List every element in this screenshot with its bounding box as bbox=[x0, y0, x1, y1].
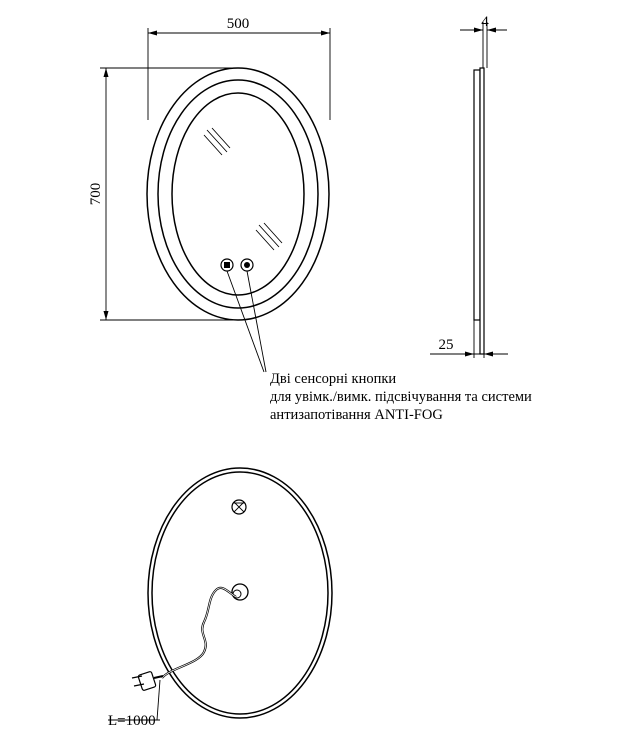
side-glass-profile bbox=[480, 68, 484, 354]
width-arrow-right bbox=[321, 31, 330, 36]
note-line-2: для увімк./вимк. підсвічування та системи bbox=[270, 389, 532, 405]
led-strip-outer bbox=[158, 80, 318, 308]
cable-entry-icon bbox=[232, 584, 248, 600]
note-line-3: антизапотівання ANTI-FOG bbox=[270, 407, 443, 423]
width-label: 500 bbox=[226, 16, 250, 32]
rear-view bbox=[108, 468, 332, 729]
cable-length-label: L=1000 bbox=[108, 713, 156, 729]
glare-marks-top bbox=[204, 128, 230, 155]
touch-buttons-note bbox=[270, 371, 532, 423]
leader-line-right bbox=[247, 271, 266, 372]
led-strip-inner bbox=[172, 93, 304, 295]
glare-marks-bottom bbox=[256, 223, 282, 250]
frame-arrow-right bbox=[484, 352, 493, 357]
side-frame-profile bbox=[474, 70, 480, 320]
cable-leader-line bbox=[157, 680, 160, 720]
frame-depth-label: 25 bbox=[438, 337, 454, 353]
touch-button-antifog[interactable] bbox=[241, 259, 253, 271]
height-arrow-bottom bbox=[104, 311, 109, 320]
power-plug-icon bbox=[132, 671, 163, 691]
frame-arrow-left bbox=[465, 352, 474, 357]
width-arrow-left bbox=[148, 31, 157, 36]
side-view bbox=[430, 14, 508, 358]
touch-button-light[interactable] bbox=[221, 259, 233, 271]
depth-label: 4 bbox=[481, 14, 489, 30]
note-line-1: Дві сенсорні кнопки bbox=[270, 371, 397, 387]
leader-line-left bbox=[227, 271, 264, 372]
front-view bbox=[88, 16, 330, 372]
power-cable bbox=[162, 588, 236, 678]
height-label: 700 bbox=[88, 182, 104, 206]
mirror-outer-edge bbox=[147, 68, 329, 320]
hanging-hook-icon bbox=[232, 500, 246, 514]
height-arrow-top bbox=[104, 68, 109, 77]
